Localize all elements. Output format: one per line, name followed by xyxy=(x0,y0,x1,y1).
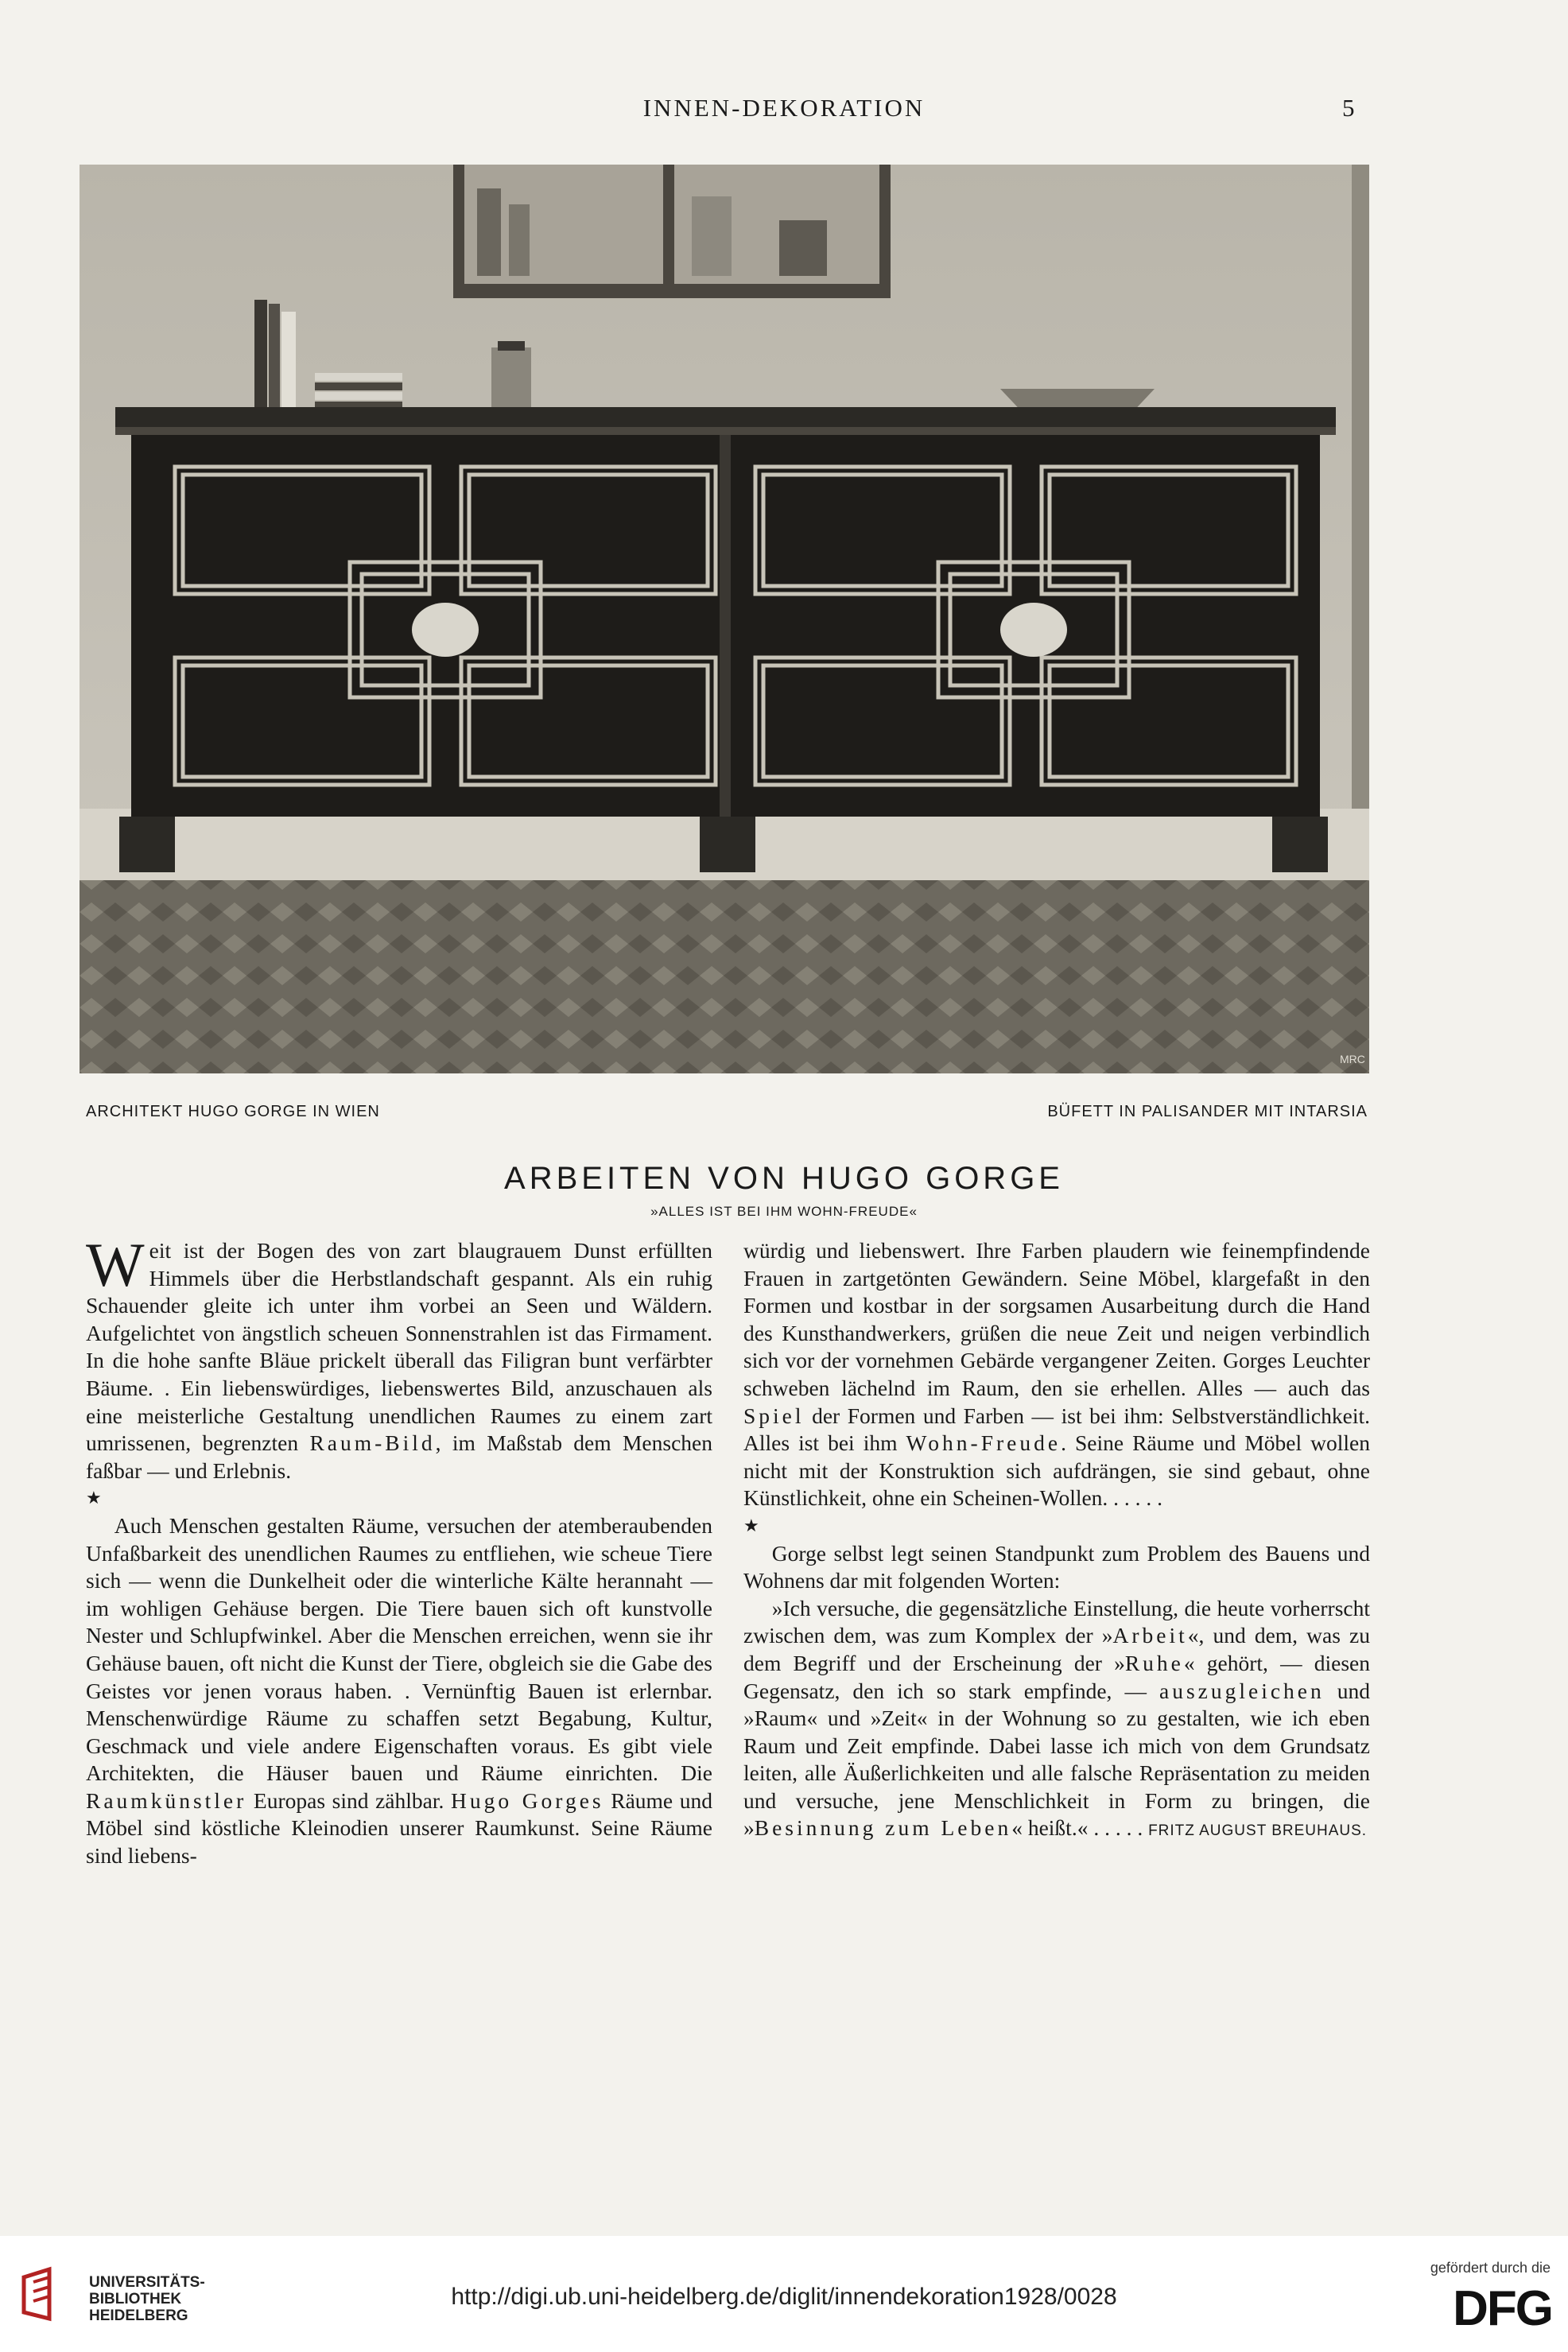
paragraph: Gorge selbst legt seinen Standpunkt zum Problem des Bauens und Wohnens dar mit folgenden Worten: xyxy=(743,1540,1370,1593)
paragraph-text: . Seine Räume und Möbel wollen nicht mit der Konstruktion sich aufdrängen, sie sind gebaut, ohne Künstlichkeit, ohne ein Scheinen-Wollen. . . . . . xyxy=(743,1430,1370,1511)
page-number: 5 xyxy=(1342,94,1355,122)
paragraph-text: « gehört, — diesen Gegensatz, den ich so stark empfinde, — xyxy=(743,1650,1370,1703)
caption-architect: ARCHITEKT HUGO GORGE IN WIEN xyxy=(86,1103,380,1120)
emphasis-text: Wohn-Freude xyxy=(906,1430,1062,1456)
library-name-line: BIBLIOTHEK xyxy=(89,2291,182,2307)
paragraph-text: und »Raum« und »Zeit« in der Wohnung so zu gestalten, wie ich eben Raum und Zeit empfinde. Dabei lasse ich mich von dem Grundsatz leiten, alle Äußerlichkeiten und alle falsche Repräsentation zu meiden und versuche, jene Menschlichkeit in Form zu bringen, die » xyxy=(743,1678,1371,1841)
dfg-logo: DFG xyxy=(1453,2281,1552,2336)
drop-cap: W xyxy=(86,1230,145,1299)
paragraph-text: Auch Menschen gestalten Räume, versuchen der atemberaubenden Unfaßbarkeit des unendlichen Raumes zu entfliehen, wie scheue Tiere sich — wenn die Dunkelheit oder die winterliche Kälte herannaht — im wohligen Gehäuse bergen. Die Tiere bauen sich oft kunstvolle Nester und Schlupfwinkel. Aber die Menschen erreichen, wenn sie ihr Gehäuse bauen, oft nicht die Kunst der Tiere, obgleich sie die Gabe des Geistes vor jenen voraus haben. . Vernünftig Bauen ist erlernbar. Menschenwürdige Räume zu schaffen setzt Begabung, Kultur, Geschmack und viele andere Eigenschaften voraus. Es gibt viele Architekten, die Häuser bauen und Räume einrichten. Die xyxy=(86,1512,712,1786)
emphasis-text: Hugo Gorges xyxy=(450,1787,604,1813)
paragraph xyxy=(743,1595,1370,1846)
library-name-line: UNIVERSITÄTS- xyxy=(89,2274,205,2291)
paragraph-text: »Ich versuche, die gegensätzliche Einstellung, die heute vorherrscht zwischen dem, was zum Komplex der » xyxy=(743,1595,1370,1648)
paragraph-text: «, und dem, was zu dem Begriff und der Erscheinung der » xyxy=(743,1623,1370,1675)
paragraph xyxy=(86,1230,712,1485)
permalink-url[interactable]: http://digi.ub.uni-heidelberg.de/diglit/innendekoration1928/0028 xyxy=(451,2284,1117,2310)
paragraph-text: « heißt.« . . . . . xyxy=(1011,1815,1143,1841)
digitization-footer xyxy=(0,2236,1568,2352)
emphasis-text: Ruhe xyxy=(1124,1650,1184,1675)
sideboard-photograph xyxy=(80,165,1369,1073)
emphasis-text: Besinnung zum Leben xyxy=(754,1815,1012,1841)
emphasis-text: auszugleichen xyxy=(1159,1678,1325,1703)
left-column xyxy=(86,1230,712,1870)
funding-note: gefördert durch die xyxy=(1430,2260,1551,2276)
author-signature: FRITZ AUGUST BREUHAUS. xyxy=(1148,1822,1368,1840)
paragraph-text: würdig und liebenswert. Ihre Farben plaudern wie feinempfindende Frauen in zartgetönten Gewändern. Seine Möbel, klargefaßt in den Formen und kostbar in der sorgsamen Ausarbeitung durch die Hand des Kunsthandwerkers, grüßen die neue Zeit und neigen verbindlich sich vor der vornehmen Gebärde vergangener Zeiten. Gorges Leuchter schweben lächelnd im Raum, den sie erhellen. Alles — auch das xyxy=(743,1238,1370,1400)
paragraph xyxy=(743,1237,1370,1512)
article-title: ARBEITEN VON HUGO GORGE xyxy=(504,1161,1064,1196)
paragraph-text: Europas sind zählbar. xyxy=(246,1787,444,1813)
library-name-line: HEIDELBERG xyxy=(89,2307,188,2324)
photo-illustration xyxy=(80,165,1369,1073)
photo-monogram: MRC xyxy=(1340,1053,1365,1065)
running-title: INNEN-DEKORATION xyxy=(642,94,926,122)
emphasis-text: Raumkünstler xyxy=(86,1787,247,1813)
paragraph-text: der Formen und Farben — ist bei ihm: Selbstverständlichkeit. Alles ist bei ihm xyxy=(743,1403,1370,1456)
right-column xyxy=(743,1237,1370,1846)
paragraph-text: , im Maßstab dem Menschen faßbar — und Erlebnis. xyxy=(86,1430,712,1483)
emphasis-text: Arbeit xyxy=(1112,1623,1188,1648)
article-subtitle: »ALLES IST BEI IHM WOHN-FREUDE« xyxy=(650,1204,918,1219)
caption-object: BÜFETT IN PALISANDER MIT INTARSIA xyxy=(1047,1103,1368,1120)
emphasis-text: Raum-Bild xyxy=(309,1430,436,1456)
section-star: ★ xyxy=(86,1488,102,1508)
paragraph xyxy=(86,1512,712,1870)
section-star: ★ xyxy=(743,1515,759,1535)
emphasis-text: Spiel xyxy=(743,1403,805,1428)
paragraph-text: Räume und Möbel sind köstliche Kleinodien unserer Raumkunst. Seine Räume sind liebens- xyxy=(86,1787,712,1869)
paragraph-text: eit ist der Bogen des von zart blaugrauem Dunst erfüllten Himmels über die Herbstlandschaft gespannt. Als ein ruhig Schauender gleite ich unter ihm vorbei an Seen und Wäldern. Aufgelichtet von ängstlich scheuen Sonnenstrahlen ist das Firmament. In die hohe sanfte Bläue prickelt überall das Filigran bunt verfärbter Bäume. . Ein liebenswürdiges, liebenswertes Bild, anzuschauen als eine meisterliche Gestaltung unendlichen Raumes zu einem zart umrissenen, begrenzten xyxy=(86,1238,712,1456)
